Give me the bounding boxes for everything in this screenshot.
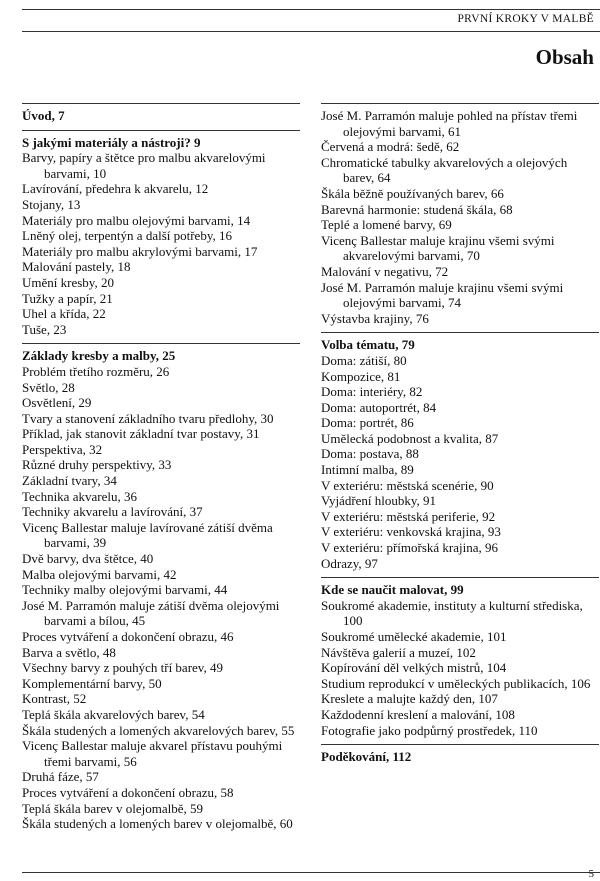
page-number: 5 xyxy=(588,868,594,880)
toc-section xyxy=(321,744,599,765)
toc-entry: José M. Parramón maluje krajinu všemi svými olejovými barvami, 74 xyxy=(321,279,564,311)
running-head: PRVNÍ KROKY V MALBĚ xyxy=(457,13,594,25)
toc-entry: Malba olejovými barvami, 42 xyxy=(22,566,177,582)
toc-entry: Vicenç Ballestar maluje lavírované zátiší dvěma barvami, 39 xyxy=(22,519,273,551)
header-bottom-rule xyxy=(22,31,600,32)
toc-entry: Kreslete a malujte každý den, 107 xyxy=(321,691,498,707)
toc-entry: Komplementární barvy, 50 xyxy=(22,675,162,691)
toc-entry: Všechny barvy z pouhých tří barev, 49 xyxy=(22,660,223,676)
toc-right-column xyxy=(321,103,599,771)
page-title: Obsah xyxy=(535,45,594,69)
toc-entry: Různé druhy perspektivy, 33 xyxy=(22,457,172,473)
toc-section xyxy=(321,332,599,571)
toc-entry: Teplá škála akvarelových barev, 54 xyxy=(22,706,205,722)
toc-entry: Vyjádření hloubky, 91 xyxy=(321,493,437,509)
toc-entry: Studium reprodukcí v uměleckých publikacích, 106 xyxy=(321,675,591,691)
toc-entry: Materiály pro malbu olejovými barvami, 14 xyxy=(22,212,251,228)
toc-entry: Chromatické tabulky akvarelových a olejových barev, 64 xyxy=(321,154,568,186)
toc-entry: Materiály pro malbu akrylovými barvami, 17 xyxy=(22,243,258,259)
toc-entry: Základní tvary, 34 xyxy=(22,473,117,489)
toc-entry: Doma: interiéry, 82 xyxy=(321,384,423,400)
toc-entry: Stojany, 13 xyxy=(22,196,81,212)
toc-entry: Teplá škála barev v olejomalbě, 59 xyxy=(22,800,204,816)
toc-entry: Malování v negativu, 72 xyxy=(321,263,449,279)
toc-entry: Proces vytváření a dokončení obrazu, 58 xyxy=(22,784,234,800)
toc-entry: V exteriéru: venkovská krajina, 93 xyxy=(321,524,501,540)
toc-entry: Fotografie jako podpůrný prostředek, 110 xyxy=(321,722,538,738)
toc-entry: Škála studených a lomených akvarelových barev, 55 xyxy=(22,722,295,738)
toc-entry: Tvary a stanovení základního tvaru předlohy, 30 xyxy=(22,410,274,426)
toc-section-heading: S jakými materiály a nástroji? 9 xyxy=(22,134,201,150)
toc-section-heading: Poděkování, 112 xyxy=(321,749,412,765)
toc-entry: José M. Parramón maluje zátiší dvěma olejovými barvami a bílou, 45 xyxy=(22,597,280,629)
toc-entry: Výstavba krajiny, 76 xyxy=(321,310,429,326)
toc-entry: Problém třetího rozměru, 26 xyxy=(22,363,170,379)
toc-entry: Vicenç Ballestar maluje akvarel přístavu pouhými třemi barvami, 56 xyxy=(22,738,283,769)
toc-entry: Techniky malby olejovými barvami, 44 xyxy=(22,582,228,598)
toc-entry: V exteriéru: přímořská krajina, 96 xyxy=(321,540,499,556)
toc-entry: Doma: zátiší, 80 xyxy=(321,352,407,368)
toc-section-heading: Základy kresby a malby, 25 xyxy=(22,348,176,364)
toc-entry: Tuše, 23 xyxy=(22,321,67,337)
toc-entry: Perspektiva, 32 xyxy=(22,441,103,457)
toc-section-heading: Úvod, 7 xyxy=(22,108,65,123)
toc-entry: Uhel a křída, 22 xyxy=(22,306,106,322)
toc-entry: Druhá fáze, 57 xyxy=(22,769,99,785)
toc-entry: Lněný olej, terpentýn a další potřeby, 16 xyxy=(22,228,232,244)
toc-section xyxy=(321,103,599,326)
header-top-rule xyxy=(22,9,600,10)
toc-entry: Osvětlení, 29 xyxy=(22,395,92,411)
toc-entry: José M. Parramón maluje pohled na přístav třemi olejovými barvami, 61 xyxy=(321,108,578,139)
toc-entry: Doma: autoportrét, 84 xyxy=(321,399,437,415)
toc-entry: Technika akvarelu, 36 xyxy=(22,488,137,504)
toc-entry: Barvy, papíry a štětce pro malbu akvarelovými barvami, 10 xyxy=(22,150,266,181)
toc-section xyxy=(321,577,599,738)
toc-entry: Světlo, 28 xyxy=(22,379,75,395)
toc-section xyxy=(22,103,300,124)
toc-entry: Kompozice, 81 xyxy=(321,368,401,384)
toc-left-column xyxy=(22,103,300,838)
toc-entry: V exteriéru: městská scenérie, 90 xyxy=(321,477,494,493)
toc-section-heading: Volba tématu, 79 xyxy=(321,337,415,353)
toc-entry: Škála studených a lomených barev v olejomalbě, 60 xyxy=(22,816,293,832)
toc-entry: Odrazy, 97 xyxy=(321,555,378,571)
toc-entry: Intimní malba, 89 xyxy=(321,462,414,478)
toc-entry: Vicenç Ballestar maluje krajinu všemi svými akvarelovými barvami, 70 xyxy=(321,232,555,264)
toc-entry: Červená a modrá: šedě, 62 xyxy=(321,139,460,155)
toc-entry: Proces vytváření a dokončení obrazu, 46 xyxy=(22,629,234,644)
toc-entry: Kopírování děl velkých mistrů, 104 xyxy=(321,660,507,676)
toc-entry: Soukromé umělecké akademie, 101 xyxy=(321,629,507,644)
toc-entry: Teplé a lomené barvy, 69 xyxy=(321,217,452,233)
footer-rule xyxy=(22,872,600,873)
toc-entry: V exteriéru: městská periferie, 92 xyxy=(321,508,496,524)
toc-section xyxy=(22,130,300,338)
toc-entry: Doma: postava, 88 xyxy=(321,446,419,462)
toc-entry: Techniky akvarelu a lavírování, 37 xyxy=(22,504,203,520)
toc-entry: Příklad, jak stanovit základní tvar postavy, 31 xyxy=(22,426,260,442)
toc-entry: Doma: portrét, 86 xyxy=(321,415,414,431)
toc-section xyxy=(22,343,300,831)
toc-entry: Soukromé akademie, instituty a kulturní střediska, 100 xyxy=(321,597,583,629)
toc-entry: Tužky a papír, 21 xyxy=(22,290,113,306)
toc-entry: Barevná harmonie: studená škála, 68 xyxy=(321,201,513,217)
toc-entry: Dvě barvy, dva štětce, 40 xyxy=(22,551,154,567)
toc-entry: Kontrast, 52 xyxy=(22,691,87,707)
toc-entry: Umění kresby, 20 xyxy=(22,274,114,290)
toc-entry: Každodenní kreslení a malování, 108 xyxy=(321,706,515,722)
toc-section-heading: Kde se naučit malovat, 99 xyxy=(321,582,464,598)
toc-entry: Lavírování, předehra k akvarelu, 12 xyxy=(22,181,209,197)
toc-entry: Návštěva galerií a muzeí, 102 xyxy=(321,644,476,660)
toc-entry: Umělecká podobnost a kvalita, 87 xyxy=(321,430,499,446)
toc-entry: Škála běžně používaných barev, 66 xyxy=(321,185,504,201)
toc-entry: Barva a světlo, 48 xyxy=(22,644,116,660)
toc-entry: Malování pastely, 18 xyxy=(22,259,131,275)
